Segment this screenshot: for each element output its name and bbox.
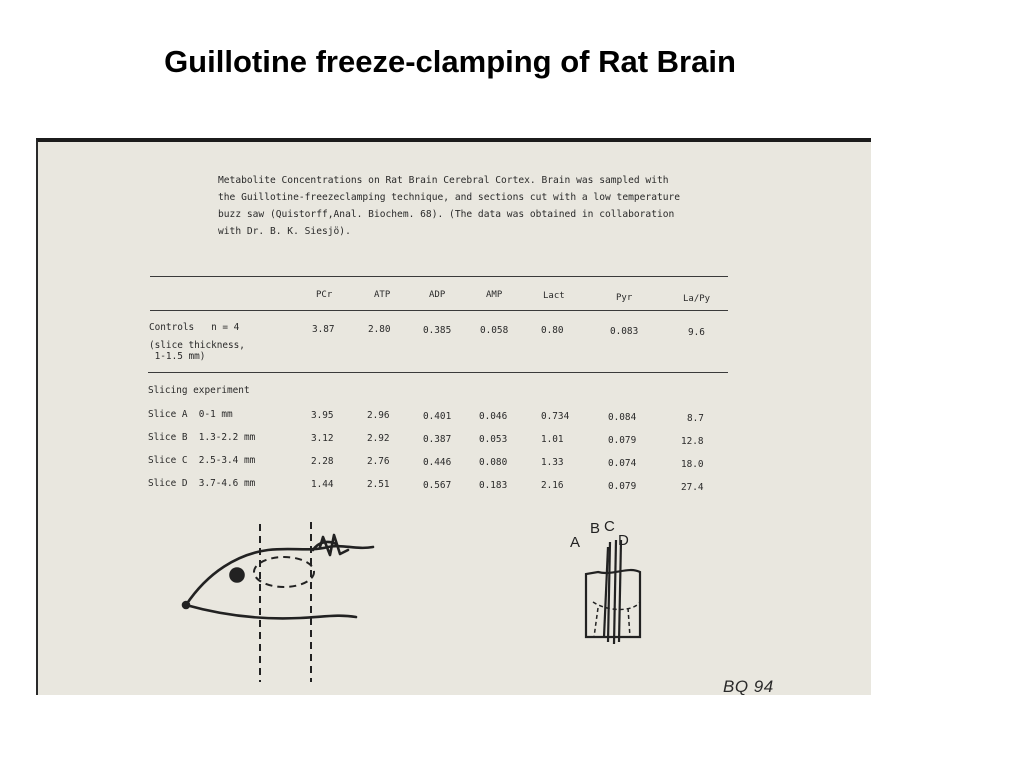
table-cell: 0.446 <box>423 457 452 468</box>
table-cell: 2.96 <box>367 410 390 421</box>
col-header-lapy: La/Py <box>683 294 711 304</box>
table-cell: 2.80 <box>368 324 391 335</box>
table-cell: 12.8 <box>681 436 704 447</box>
diagram-letter-b: B <box>590 520 601 537</box>
col-header-atp: ATP <box>374 290 391 300</box>
table-cell: 0.084 <box>608 412 637 423</box>
table-cell: 18.0 <box>681 459 704 470</box>
table-cell: 0.053 <box>479 434 508 445</box>
table-cell: 0.046 <box>479 411 508 422</box>
col-header-amp: AMP <box>486 290 503 300</box>
table-cell: 1.44 <box>311 479 334 490</box>
table-cell: 0.385 <box>423 325 452 336</box>
table-cell: 0.080 <box>479 457 508 468</box>
slide-title: Guillotine freeze-clamping of Rat Brain <box>164 44 736 79</box>
photo-slide <box>36 138 871 695</box>
diagram-letter-d: D <box>618 532 629 549</box>
table-cell: 0.074 <box>608 458 637 469</box>
table-cell: 0.734 <box>541 411 570 422</box>
table-cell: 0.80 <box>541 325 564 336</box>
table-cell: 2.76 <box>367 456 390 467</box>
controls-note: (slice thickness, 1-1.5 mm) <box>149 340 245 362</box>
section-label: Slicing experiment <box>148 385 250 396</box>
table-cell: 0.058 <box>480 325 509 336</box>
col-header-pcr: PCr <box>316 290 333 300</box>
table-cell: 3.87 <box>312 324 335 335</box>
table-cell: 0.387 <box>423 434 452 445</box>
slide-stamp: BQ 94 <box>723 677 774 695</box>
col-header-adp: ADP <box>429 290 446 300</box>
col-header-pyr: Pyr <box>616 293 633 303</box>
table-cell: 1.01 <box>541 434 564 445</box>
row-label-slice-d: Slice D 3.7-4.6 mm <box>148 478 256 489</box>
controls-label: Controls n = 4 <box>149 322 240 333</box>
table-cell: 3.12 <box>311 433 334 444</box>
table-cell: 27.4 <box>681 482 704 493</box>
table-cell: 2.16 <box>541 480 564 491</box>
row-label-slice-c: Slice C 2.5-3.4 mm <box>148 455 256 466</box>
table-cell: 2.51 <box>367 479 390 490</box>
diagram-letter-a: A <box>570 534 581 551</box>
table-cell: 0.183 <box>479 480 508 491</box>
row-label-slice-b: Slice B 1.3-2.2 mm <box>148 432 256 443</box>
table-cell: 9.6 <box>688 327 705 338</box>
row-label-slice-a: Slice A 0-1 mm <box>148 409 233 420</box>
brain-section-diagram <box>38 142 871 695</box>
table-cell: 1.33 <box>541 457 564 468</box>
table-cell: 0.079 <box>608 481 637 492</box>
table-cell: 8.7 <box>687 413 704 424</box>
table-cell: 2.92 <box>367 433 390 444</box>
table-cell: 0.083 <box>610 326 639 337</box>
table-cell: 2.28 <box>311 456 334 467</box>
diagram-letter-c: C <box>604 518 615 535</box>
table-cell: 3.95 <box>311 410 334 421</box>
table-cell: 0.567 <box>423 480 452 491</box>
table-cell: 0.079 <box>608 435 637 446</box>
table-cell: 0.401 <box>423 411 452 422</box>
col-header-lact: Lact <box>543 291 565 301</box>
table-caption: Metabolite Concentrations on Rat Brain Cerebral Cortex. Brain was sampled with the Guillotine-freezeclamping technique, and sections cut with a low temperature buzz saw (Quistorff,Anal. Biochem. 68). (The data was obtained in collaboration with Dr. B. K. Siesjö). <box>218 175 681 237</box>
